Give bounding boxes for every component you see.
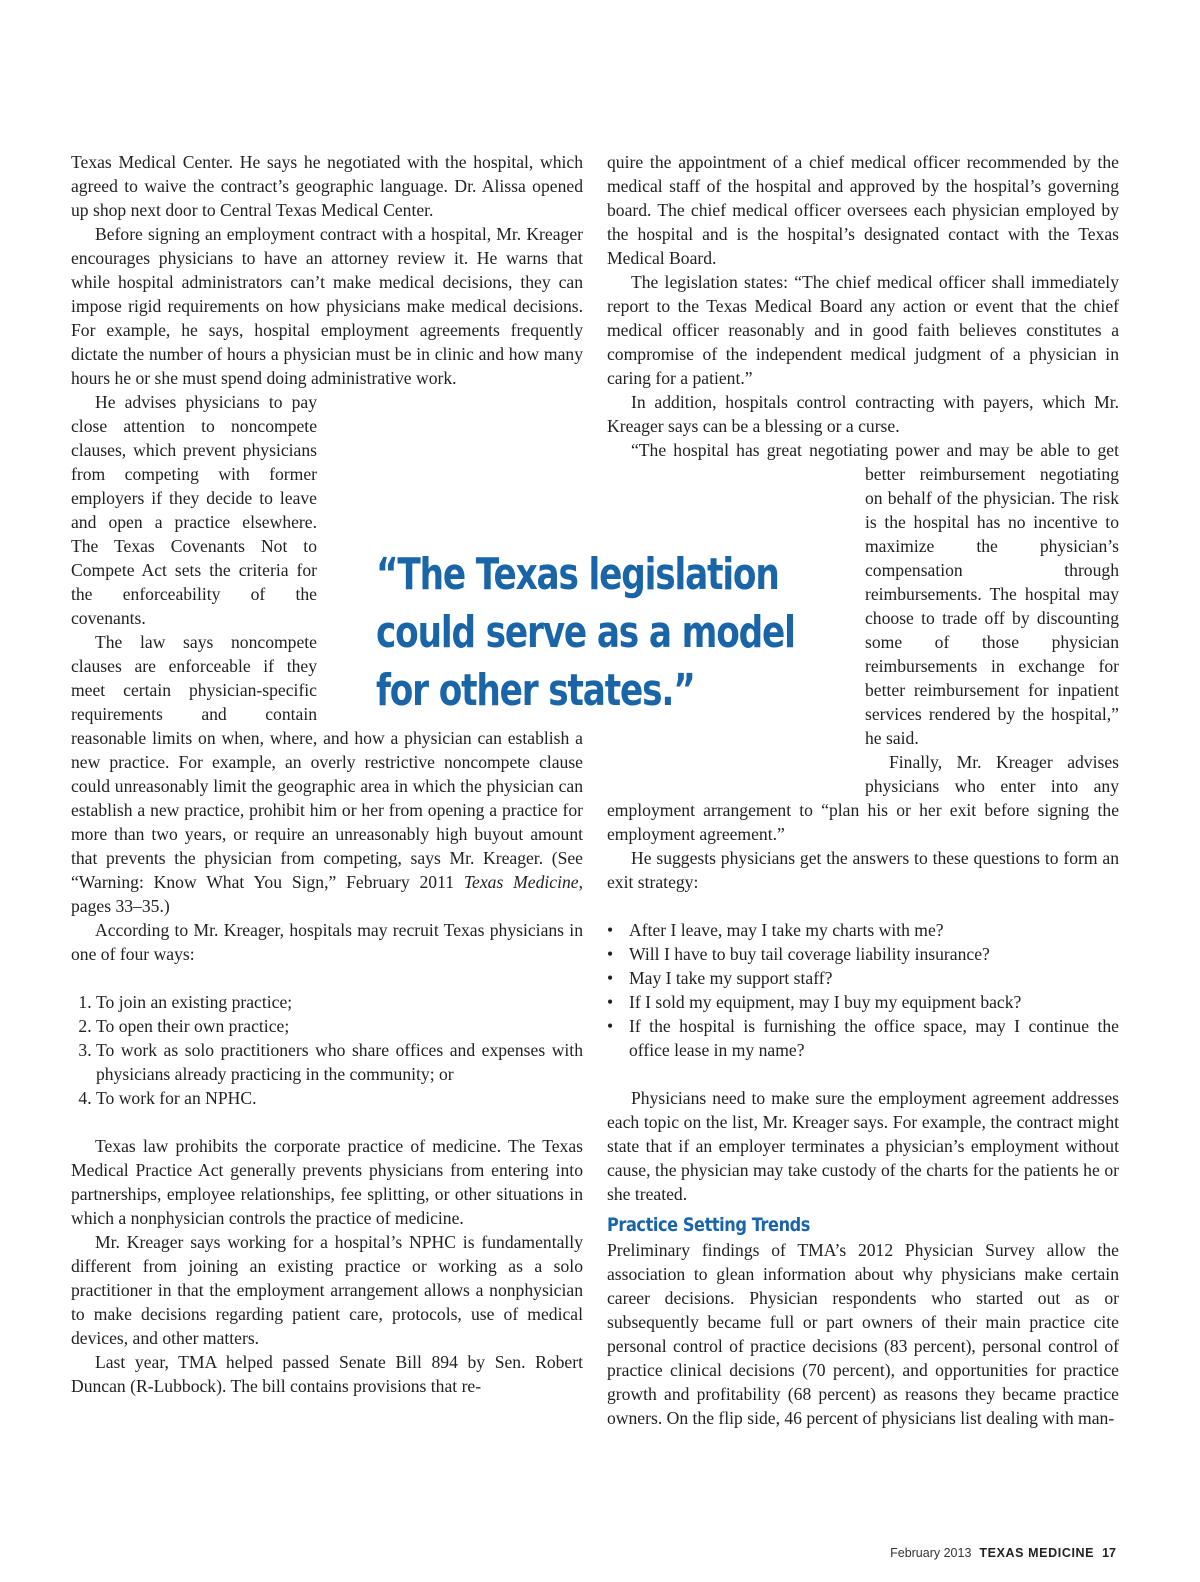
list-item: 2. To open their own practice;: [96, 1014, 583, 1038]
paragraph: The legislation states: “The chief medical officer shall immediately report to the Texas Medical Board any action or event that the chief medical officer reasonably and in good faith believes constitutes a compromise of the independent medical judgment of a physician in caring for a patient.”: [607, 272, 1119, 388]
list-item: 3. To work as solo practitioners who share offices and expenses with physicians already practicing in the community; or: [96, 1038, 583, 1086]
exit-questions-list: [607, 918, 1119, 1062]
paragraph: He suggests physicians get the answers to these questions to form an exit strategy:: [607, 848, 1119, 892]
paragraph: quire the appointment of a chief medical officer recommended by the medical staff of the hospital and approved by the hospital’s governing board. The chief medical officer oversees each physician employed by the hospital and is the hospital’s designated contact with the Texas Medical Board.: [607, 152, 1119, 268]
recruitment-ways-list: [71, 990, 583, 1110]
paragraph: Texas law prohibits the corporate practice of medicine. The Texas Medical Practice Act generally prevents physicians from entering into partnerships, employee relationships, fee splitting, or other situations in which a nonphysician controls the practice of medicine.: [71, 1136, 583, 1228]
paragraph: Last year, TMA helped passed Senate Bill 894 by Sen. Robert Duncan (R-Lubbock). The bill contains provisions that re-: [71, 1352, 583, 1396]
list-item: • After I leave, may I take my charts with me?: [629, 918, 1119, 942]
paragraph: He advises physicians to pay close attention to noncompete clauses, which prevent physicians from competing with former employers if they decide to leave and open a practice elsewhere. The Texas Covenants Not to Compete Act sets the criteria for the enforceability of the covenants.: [71, 392, 317, 628]
section-heading: Practice Setting Trends: [607, 1214, 810, 1236]
paragraph: According to Mr. Kreager, hospitals may recruit Texas physicians in one of four ways:: [71, 920, 583, 964]
page-number: 17: [1102, 1546, 1116, 1560]
list-item: 1. To join an existing practice;: [96, 990, 583, 1014]
paragraph: Before signing an employment contract with a hospital, Mr. Kreager encourages physicians to have an attorney review it. He warns that while hospital administrators can’t make medical decisions, they can impose rigid requirements on how physicians make medical decisions. For example, he says, hospital employment agreements frequently dictate the number of hours a physician must be in clinic and how many hours he or she must spend doing administrative work.: [71, 224, 583, 388]
pull-quote: “The Texas legislation could serve as a model for other states.”: [376, 549, 795, 716]
magazine-name: TEXAS MEDICINE: [979, 1546, 1095, 1560]
article-column-right: [607, 150, 1119, 1430]
magazine-title-italic: Texas Medicine: [463, 872, 579, 892]
list-item: • If I sold my equipment, may I buy my equipment back?: [629, 990, 1119, 1014]
paragraph: Mr. Kreager says working for a hospital’s NPHC is fundamentally different from joining an existing practice or working as a solo practitioner in that the employment arrangement allows a nonphysician to make decisions regarding patient care, protocols, use of medical devices, and other matters.: [71, 1232, 583, 1348]
list-item: • If the hospital is furnishing the office space, may I continue the office lease in my name?: [629, 1014, 1119, 1062]
paragraph: Preliminary findings of TMA’s 2012 Physician Survey allow the association to glean information about why physicians make certain career decisions. Physician respondents who started out as or subsequently became full or part owners of their main practice cite personal control of practice decisions (83 percent), personal control of practice clinical decisions (70 percent), and opportunities for practice growth and profitability (68 percent) as reasons they became practice owners. On the flip side, 46 percent of physicians list dealing with man-: [607, 1240, 1119, 1428]
paragraph: Physicians need to make sure the employment agreement addresses each topic on the list, Mr. Kreager says. For example, the contract might state that if an employer terminates a physician’s employment without cause, the physician may take custody of the charts for the patients he or she treated.: [607, 1088, 1119, 1204]
paragraph: Texas Medical Center. He says he negotiated with the hospital, which agreed to waive the contract’s geographic language. Dr. Alissa opened up shop next door to Central Texas Medical Center.: [71, 152, 583, 220]
list-item: • May I take my support staff?: [629, 966, 1119, 990]
article-column-left: [71, 150, 583, 1398]
paragraph: The law says noncompete clauses are enforceable if they meet certain physician-specific requirements and contain reasonable limits on when, where, and how a physician can establish a new practice. For example, an overly restrictive noncompete clause could unreasonably limit the geographic area in which the physician can establish a new practice, prohibit him or her from opening a practice for more than two years, or require an unreasonably high buyout amount that prevents the physician from competing, says Mr. Kreager. (See “Warning: Know What You Sign,” February 2011 Texas Medicine, pages 33–35.): [71, 632, 583, 916]
issue-date: February 2013: [890, 1546, 972, 1560]
paragraph: Finally, Mr. Kreager advises physicians who enter into any employment arrangement to “plan his or her exit before signing the employment agreement.”: [607, 752, 1119, 844]
paragraph: “The hospital has great negotiating power and may be able to get better reimbursement negotiating on behalf of the physician. The risk is the hospital has no incentive to maximize the physician’s compensation through reimbursements. The hospital may choose to trade off by discounting some of those physician reimbursements in exchange for better reimbursement for inpatient services rendered by the hospital,” he said.: [631, 440, 1119, 748]
paragraph: In addition, hospitals control contracting with payers, which Mr. Kreager says can be a blessing or a curse.: [607, 392, 1119, 436]
page-footer: [890, 1546, 1116, 1560]
list-item: • Will I have to buy tail coverage liability insurance?: [629, 942, 1119, 966]
list-item: 4. To work for an NPHC.: [96, 1086, 583, 1110]
